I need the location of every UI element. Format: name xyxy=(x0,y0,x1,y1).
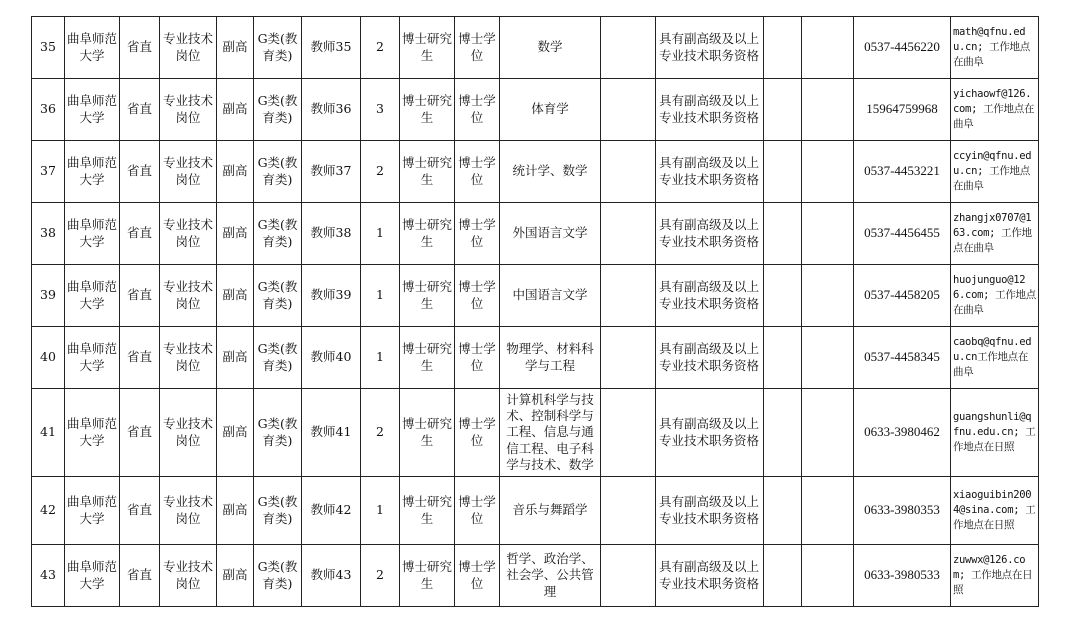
education: 博士研究生 xyxy=(400,545,455,607)
post-type: G类(教育类) xyxy=(254,545,302,607)
education: 博士研究生 xyxy=(400,389,455,477)
age-cell xyxy=(601,545,656,607)
degree: 博士学位 xyxy=(455,389,500,477)
row-number: 36 xyxy=(32,79,65,141)
empty-cell xyxy=(764,545,802,607)
recruit-count: 3 xyxy=(361,79,400,141)
post-grade: 副高 xyxy=(217,203,254,265)
age-cell xyxy=(601,389,656,477)
remark-email: xiaoguibin2004@sina.com; 工作地点在日照 xyxy=(951,477,1039,545)
unit-name: 曲阜师范大学 xyxy=(65,477,120,545)
unit-name: 曲阜师范大学 xyxy=(65,79,120,141)
table-row xyxy=(32,389,1039,477)
post-type: G类(教育类) xyxy=(254,141,302,203)
post-category: 专业技术岗位 xyxy=(160,17,217,79)
phone: 0537-4456455 xyxy=(854,203,951,265)
qualification: 具有副高级及以上专业技术职务资格 xyxy=(656,477,764,545)
qualification: 具有副高级及以上专业技术职务资格 xyxy=(656,389,764,477)
post-name: 教师39 xyxy=(302,265,361,327)
education: 博士研究生 xyxy=(400,477,455,545)
post-type: G类(教育类) xyxy=(254,203,302,265)
phone: 0537-4458345 xyxy=(854,327,951,389)
age-cell xyxy=(601,477,656,545)
remark-email: ccyin@qfnu.edu.cn; 工作地点在曲阜 xyxy=(951,141,1039,203)
remark-email: caobq@qfnu.edu.cn工作地点在曲阜 xyxy=(951,327,1039,389)
recruit-count: 2 xyxy=(361,141,400,203)
age-cell xyxy=(601,265,656,327)
row-number: 43 xyxy=(32,545,65,607)
major: 哲学、政治学、社会学、公共管理 xyxy=(500,545,601,607)
qualification: 具有副高级及以上专业技术职务资格 xyxy=(656,17,764,79)
qualification: 具有副高级及以上专业技术职务资格 xyxy=(656,79,764,141)
recruitment-table-container xyxy=(31,16,1039,607)
empty-cell xyxy=(802,389,854,477)
level: 省直 xyxy=(120,265,160,327)
education: 博士研究生 xyxy=(400,17,455,79)
post-grade: 副高 xyxy=(217,545,254,607)
post-category: 专业技术岗位 xyxy=(160,79,217,141)
empty-cell xyxy=(764,389,802,477)
empty-cell xyxy=(764,265,802,327)
recruit-count: 2 xyxy=(361,545,400,607)
recruit-count: 1 xyxy=(361,477,400,545)
row-number: 38 xyxy=(32,203,65,265)
degree: 博士学位 xyxy=(455,203,500,265)
phone: 0537-4456220 xyxy=(854,17,951,79)
degree: 博士学位 xyxy=(455,327,500,389)
row-number: 35 xyxy=(32,17,65,79)
phone: 0537-4458205 xyxy=(854,265,951,327)
row-number: 41 xyxy=(32,389,65,477)
table-row xyxy=(32,17,1039,79)
post-name: 教师38 xyxy=(302,203,361,265)
level: 省直 xyxy=(120,203,160,265)
education: 博士研究生 xyxy=(400,265,455,327)
qualification: 具有副高级及以上专业技术职务资格 xyxy=(656,545,764,607)
post-category: 专业技术岗位 xyxy=(160,389,217,477)
unit-name: 曲阜师范大学 xyxy=(65,389,120,477)
qualification: 具有副高级及以上专业技术职务资格 xyxy=(656,327,764,389)
post-grade: 副高 xyxy=(217,141,254,203)
table-row xyxy=(32,141,1039,203)
age-cell xyxy=(601,17,656,79)
degree: 博士学位 xyxy=(455,545,500,607)
phone: 15964759968 xyxy=(854,79,951,141)
empty-cell xyxy=(802,17,854,79)
phone: 0633-3980533 xyxy=(854,545,951,607)
phone: 0633-3980353 xyxy=(854,477,951,545)
post-category: 专业技术岗位 xyxy=(160,141,217,203)
table-row xyxy=(32,265,1039,327)
qualification: 具有副高级及以上专业技术职务资格 xyxy=(656,203,764,265)
level: 省直 xyxy=(120,389,160,477)
major: 计算机科学与技术、控制科学与工程、信息与通信工程、电子科学与技术、数学 xyxy=(500,389,601,477)
empty-cell xyxy=(764,141,802,203)
post-type: G类(教育类) xyxy=(254,389,302,477)
remark-email: zhangjx0707@163.com; 工作地点在曲阜 xyxy=(951,203,1039,265)
degree: 博士学位 xyxy=(455,477,500,545)
unit-name: 曲阜师范大学 xyxy=(65,265,120,327)
major: 外国语言文学 xyxy=(500,203,601,265)
table-body xyxy=(32,17,1039,607)
table-row xyxy=(32,545,1039,607)
row-number: 39 xyxy=(32,265,65,327)
post-category: 专业技术岗位 xyxy=(160,545,217,607)
empty-cell xyxy=(764,203,802,265)
row-number: 37 xyxy=(32,141,65,203)
empty-cell xyxy=(802,477,854,545)
education: 博士研究生 xyxy=(400,327,455,389)
empty-cell xyxy=(802,203,854,265)
post-category: 专业技术岗位 xyxy=(160,203,217,265)
age-cell xyxy=(601,141,656,203)
major: 体育学 xyxy=(500,79,601,141)
qualification: 具有副高级及以上专业技术职务资格 xyxy=(656,141,764,203)
major: 数学 xyxy=(500,17,601,79)
post-grade: 副高 xyxy=(217,327,254,389)
education: 博士研究生 xyxy=(400,203,455,265)
level: 省直 xyxy=(120,477,160,545)
degree: 博士学位 xyxy=(455,265,500,327)
recruit-count: 2 xyxy=(361,17,400,79)
post-type: G类(教育类) xyxy=(254,265,302,327)
recruit-count: 1 xyxy=(361,327,400,389)
major: 物理学、材料科学与工程 xyxy=(500,327,601,389)
post-grade: 副高 xyxy=(217,389,254,477)
major: 音乐与舞蹈学 xyxy=(500,477,601,545)
empty-cell xyxy=(802,545,854,607)
level: 省直 xyxy=(120,17,160,79)
post-name: 教师41 xyxy=(302,389,361,477)
age-cell xyxy=(601,79,656,141)
post-name: 教师35 xyxy=(302,17,361,79)
row-number: 42 xyxy=(32,477,65,545)
empty-cell xyxy=(802,79,854,141)
post-type: G类(教育类) xyxy=(254,17,302,79)
remark-email: math@qfnu.edu.cn; 工作地点在曲阜 xyxy=(951,17,1039,79)
major: 中国语言文学 xyxy=(500,265,601,327)
level: 省直 xyxy=(120,327,160,389)
major: 统计学、数学 xyxy=(500,141,601,203)
table-row xyxy=(32,477,1039,545)
post-name: 教师43 xyxy=(302,545,361,607)
education: 博士研究生 xyxy=(400,141,455,203)
post-grade: 副高 xyxy=(217,79,254,141)
remark-email: yichaowf@126.com; 工作地点在曲阜 xyxy=(951,79,1039,141)
table-row xyxy=(32,79,1039,141)
phone: 0633-3980462 xyxy=(854,389,951,477)
recruit-count: 1 xyxy=(361,203,400,265)
empty-cell xyxy=(802,141,854,203)
table-row xyxy=(32,203,1039,265)
unit-name: 曲阜师范大学 xyxy=(65,141,120,203)
post-type: G类(教育类) xyxy=(254,477,302,545)
empty-cell xyxy=(764,327,802,389)
remark-email: huojunguo@126.com; 工作地点在曲阜 xyxy=(951,265,1039,327)
qualification: 具有副高级及以上专业技术职务资格 xyxy=(656,265,764,327)
remark-email: zuwwx@126.com; 工作地点在日照 xyxy=(951,545,1039,607)
post-name: 教师42 xyxy=(302,477,361,545)
degree: 博士学位 xyxy=(455,79,500,141)
post-category: 专业技术岗位 xyxy=(160,327,217,389)
unit-name: 曲阜师范大学 xyxy=(65,203,120,265)
post-grade: 副高 xyxy=(217,265,254,327)
recruit-count: 1 xyxy=(361,265,400,327)
post-category: 专业技术岗位 xyxy=(160,265,217,327)
post-name: 教师37 xyxy=(302,141,361,203)
post-grade: 副高 xyxy=(217,477,254,545)
table-row xyxy=(32,327,1039,389)
education: 博士研究生 xyxy=(400,79,455,141)
recruit-count: 2 xyxy=(361,389,400,477)
post-name: 教师36 xyxy=(302,79,361,141)
unit-name: 曲阜师范大学 xyxy=(65,17,120,79)
post-type: G类(教育类) xyxy=(254,327,302,389)
empty-cell xyxy=(802,327,854,389)
phone: 0537-4453221 xyxy=(854,141,951,203)
post-category: 专业技术岗位 xyxy=(160,477,217,545)
empty-cell xyxy=(764,79,802,141)
unit-name: 曲阜师范大学 xyxy=(65,327,120,389)
post-name: 教师40 xyxy=(302,327,361,389)
post-type: G类(教育类) xyxy=(254,79,302,141)
level: 省直 xyxy=(120,141,160,203)
post-grade: 副高 xyxy=(217,17,254,79)
degree: 博士学位 xyxy=(455,141,500,203)
degree: 博士学位 xyxy=(455,17,500,79)
empty-cell xyxy=(764,477,802,545)
empty-cell xyxy=(802,265,854,327)
remark-email: guangshunli@qfnu.edu.cn; 工作地点在日照 xyxy=(951,389,1039,477)
level: 省直 xyxy=(120,545,160,607)
age-cell xyxy=(601,327,656,389)
empty-cell xyxy=(764,17,802,79)
recruitment-table xyxy=(31,16,1039,607)
unit-name: 曲阜师范大学 xyxy=(65,545,120,607)
row-number: 40 xyxy=(32,327,65,389)
level: 省直 xyxy=(120,79,160,141)
age-cell xyxy=(601,203,656,265)
